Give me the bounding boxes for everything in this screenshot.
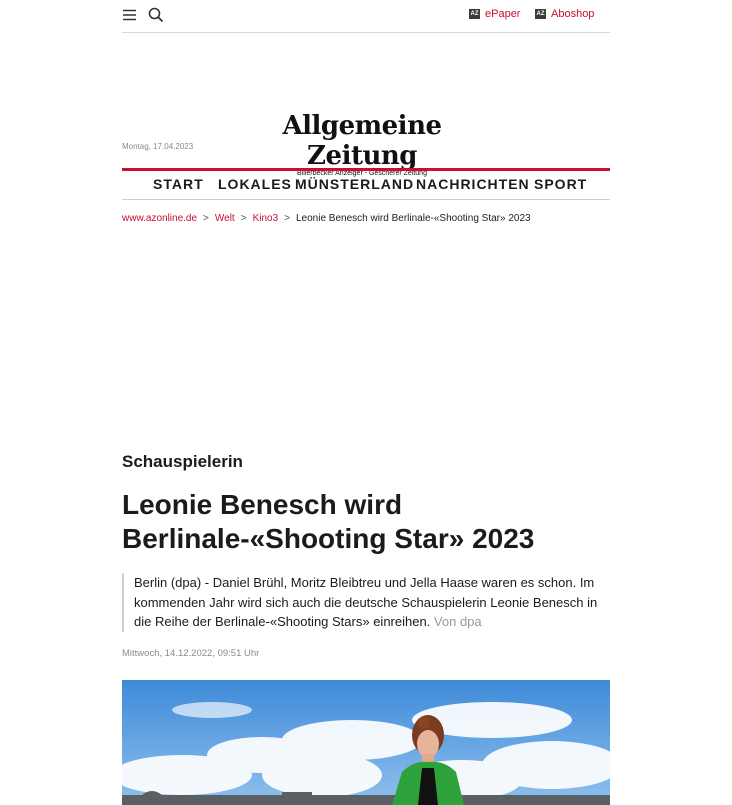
article-kicker: Schauspielerin — [122, 452, 243, 471]
search-icon[interactable] — [147, 6, 165, 24]
article-hero-image[interactable] — [122, 680, 610, 805]
hamburger-menu-icon[interactable] — [122, 6, 140, 24]
logo-subtitle: Billerbecker Anzeiger - Gescherer Zeitung — [297, 170, 427, 177]
epaper-label: ePaper — [485, 8, 521, 20]
aboshop-link[interactable] — [535, 8, 594, 20]
article-headline: Leonie Benesch wird Berlinale-«Shooting Star» 2023 — [122, 489, 535, 554]
breadcrumb-home-link[interactable]: www.azonline.de — [122, 213, 198, 224]
top-bar — [122, 0, 610, 33]
breadcrumb-separator: > — [240, 213, 247, 224]
nav-item-lokales[interactable]: LOKALES — [218, 176, 292, 192]
nav-item-sport[interactable]: SPORT — [534, 176, 588, 192]
az-badge-icon: AZ — [470, 11, 479, 17]
masthead-date: Montag, 17.04.2023 — [122, 142, 194, 151]
breadcrumb-current: Leonie Benesch wird Berlinale-«Shooting Star» 2023 — [295, 213, 531, 224]
breadcrumb-welt-link[interactable]: Welt — [214, 213, 235, 224]
az-badge-icon: AZ — [536, 11, 545, 17]
main-nav — [122, 168, 610, 200]
breadcrumb — [122, 213, 531, 224]
breadcrumb-separator: > — [203, 213, 209, 224]
nav-item-nachrichten[interactable]: NACHRICHTEN — [416, 176, 530, 192]
nav-item-start[interactable]: START — [153, 176, 204, 192]
aboshop-label: Aboshop — [551, 8, 595, 20]
article-teaser — [122, 573, 608, 632]
teaser-text: Berlin (dpa) - Daniel Brühl, Moritz Bleibtreu und Jella Haase waren es schon. Im kommenden Jahr wird sich auch die deutsche Schauspielerin Leonie Benesch in die Reihe der Berlinale-«Shooting Stars» einreihen. — [134, 575, 598, 629]
author-byline: Von dpa — [433, 614, 482, 629]
epaper-link[interactable] — [469, 8, 520, 20]
breadcrumb-separator: > — [284, 213, 290, 224]
logo-title: Allgemeine Zeitung — [282, 111, 442, 171]
publish-date: Mittwoch, 14.12.2022, 09:51 Uhr — [122, 648, 260, 659]
breadcrumb-kino-link[interactable]: Kino3 — [252, 213, 279, 224]
nav-item-muensterland[interactable]: MÜNSTERLAND — [295, 176, 415, 192]
